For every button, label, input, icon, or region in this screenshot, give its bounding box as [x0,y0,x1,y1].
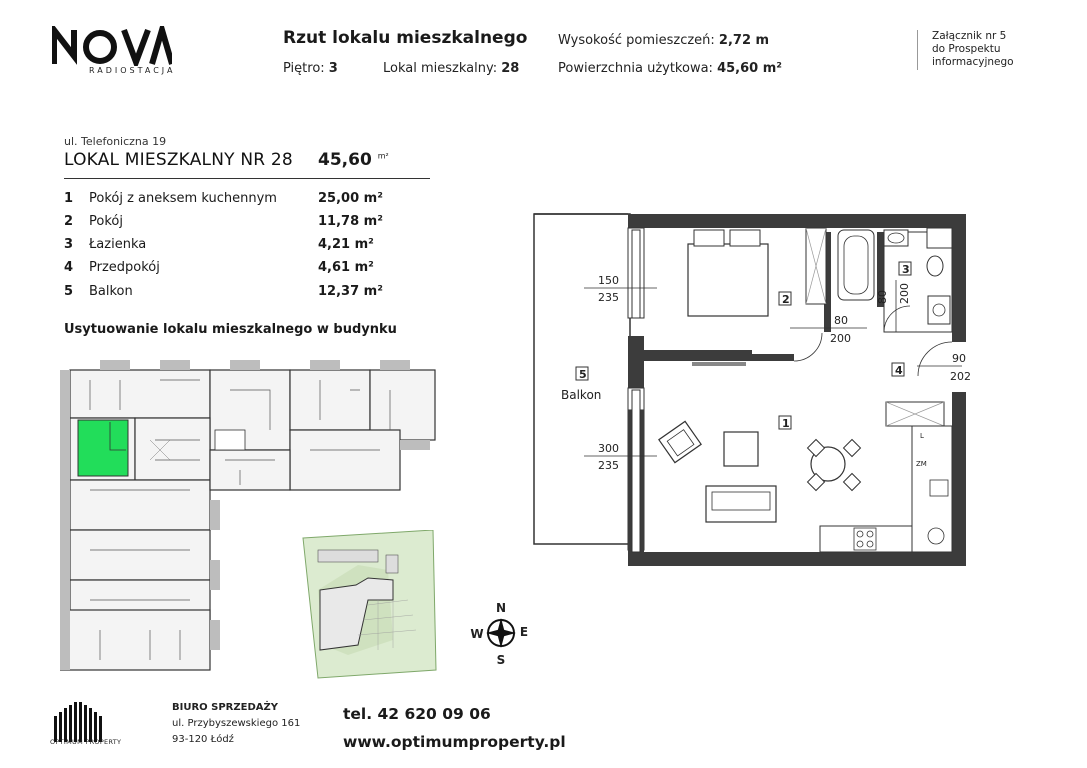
room-row: 1 Pokój z aneksem kuchennym 25,00 m² [64,191,383,206]
unit-name: LOKAL MIESZKALNY NR 28 [64,150,293,170]
logo-subtitle: RADIOSTACJA [89,66,176,75]
floor-plan [532,210,972,580]
website-link[interactable]: www.optimumproperty.pl [343,733,566,751]
room-row: 4 Przedpokój 4,61 m² [64,260,374,275]
optimum-property-logo [52,702,104,742]
window-width: 150 [598,274,619,287]
room-row: 5 Balkon 12,37 m² [64,284,383,299]
divider [917,30,918,70]
compass-icon [466,600,536,670]
window-height: 235 [598,459,619,472]
room-label-2: 2 [782,293,790,306]
unit-info: Lokal mieszkalny: 28 [383,61,520,76]
balcony-label: Balkon [561,388,602,402]
compass-w: W [470,627,484,641]
annex-note: Załącznik nr 5 do Prospektu informacyjnego [932,30,1014,68]
door-height: 202 [950,370,971,383]
fridge-label: ZM [916,460,927,468]
location-map [298,530,438,680]
compass-e: E [519,625,529,639]
divider [64,178,430,179]
appliance-label: L [920,432,924,440]
contact-block [343,700,566,756]
usable-area: Powierzchnia użytkowa: 45,60 m² [558,61,782,76]
nova-logo [52,26,172,66]
compass-n: N [495,601,507,615]
room-height: Wysokość pomieszczeń: 2,72 m [558,33,770,48]
compass-s: S [496,653,506,667]
room-label-1: 1 [782,417,790,430]
door-height: 200 [830,332,851,345]
room-row: 2 Pokój 11,78 m² [64,214,383,229]
street-address: ul. Telefoniczna 19 [64,135,167,148]
footer-logo-text: OPTIMUM PROPERTY [50,738,122,746]
door-width: 80 [834,314,848,327]
page-title: Rzut lokalu mieszkalnego [283,28,528,48]
phone-number[interactable]: tel. 42 620 09 06 [343,705,491,723]
window-width: 300 [598,442,619,455]
room-label-4: 4 [895,364,903,377]
floor-info: Piętro: 3 [283,61,338,76]
room-row: 3 Łazienka 4,21 m² [64,237,374,252]
unit-area: 45,60 $^{m^2}$ [318,150,389,170]
room-label-5: 5 [579,368,587,381]
window-height: 235 [598,291,619,304]
sales-office: BIURO SPRZEDAŻY ul. Przybyszewskiego 161 93-120 Łódź [172,702,301,745]
room-label-3: 3 [902,263,910,276]
door-width: 80 [876,290,889,304]
location-heading: Usytuowanie lokalu mieszkalnego w budynku [64,322,397,337]
door-width: 90 [952,352,966,365]
door-height: 200 [898,283,911,304]
